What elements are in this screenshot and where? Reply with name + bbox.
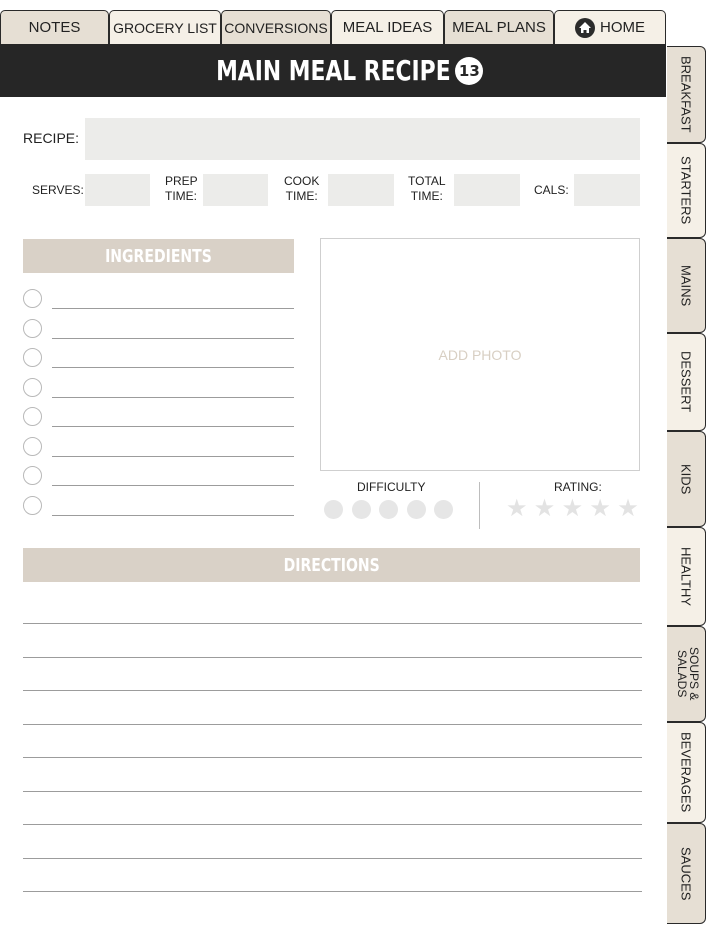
serves-label: SERVES: (32, 183, 84, 197)
sidebar-tab-label: MAINS (678, 264, 694, 307)
add-photo-box[interactable] (320, 238, 640, 471)
difficulty-dot[interactable] (352, 500, 371, 519)
directions-title: DIRECTIONS (283, 554, 380, 576)
direction-line[interactable] (23, 858, 642, 859)
ingredient-checkbox[interactable] (23, 407, 42, 426)
ingredient-checkbox[interactable] (23, 437, 42, 456)
direction-line[interactable] (23, 824, 642, 825)
sidebar-tab-label: STARTERS (678, 156, 694, 225)
cook-time-field[interactable] (328, 174, 394, 206)
sidebar-tab-label: SAUCES (678, 846, 694, 901)
ingredient-checkbox[interactable] (23, 289, 42, 308)
ingredient-line[interactable] (52, 485, 294, 486)
home-icon (575, 18, 595, 38)
tab-home[interactable] (554, 10, 666, 44)
difficulty-dot[interactable] (324, 500, 343, 519)
sidebar-tab-breakfast[interactable] (667, 46, 706, 143)
sidebar-tab-healthy[interactable] (667, 527, 706, 626)
ingredients-header (23, 239, 294, 273)
sidebar-tab-label: BREAKFAST (678, 56, 694, 133)
ingredient-line[interactable] (52, 308, 294, 309)
difficulty-dot[interactable] (434, 500, 453, 519)
rating-label: RATING: (554, 480, 602, 494)
direction-line[interactable] (23, 657, 642, 658)
prep-label-line2: TIME: (165, 189, 197, 203)
prep-time-label (165, 174, 198, 204)
cook-label-line2: TIME: (285, 189, 318, 203)
serves-field[interactable] (85, 174, 150, 206)
sidebar-tab-label: DESSERT (678, 351, 694, 413)
total-time-label (408, 174, 446, 204)
direction-line[interactable] (23, 791, 642, 792)
sidebar-tab-sauces[interactable] (667, 823, 706, 924)
title-bar (0, 44, 666, 97)
ingredient-checkbox[interactable] (23, 319, 42, 338)
cals-field[interactable] (574, 174, 640, 206)
ingredient-checkbox[interactable] (23, 496, 42, 515)
top-tab-bar (0, 0, 666, 44)
ingredient-checkbox[interactable] (23, 378, 42, 397)
prep-label-line1: PREP (165, 174, 198, 188)
sidebar-tab-label: BEVERAGES (678, 732, 694, 813)
sidebar-tab-label: KIDS (678, 463, 694, 495)
cook-time-label (284, 174, 319, 204)
sidebar-tab-dessert[interactable] (667, 333, 706, 431)
ingredient-line[interactable] (52, 426, 294, 427)
tab-meal-plans[interactable] (444, 10, 554, 44)
rating-star-icon[interactable]: ★ (617, 495, 639, 522)
sidebar-tab-kids[interactable] (667, 431, 706, 527)
tab-notes-label: NOTES (28, 19, 81, 36)
ingredients-title: INGREDIENTS (105, 245, 212, 267)
recipe-number-badge: 13 (455, 57, 483, 85)
recipe-name-field[interactable] (85, 118, 640, 160)
ingredient-line[interactable] (52, 367, 294, 368)
difficulty-dot[interactable] (407, 500, 426, 519)
tab-grocery-list-label: GROCERY LIST (113, 19, 217, 36)
rating-star-icon[interactable]: ★ (561, 495, 584, 522)
sidebar-tab-label: SOUPS & SALADS (675, 647, 701, 701)
direction-line[interactable] (23, 623, 642, 624)
ingredient-line[interactable] (52, 515, 294, 516)
sidebar-tab-label: HEALTHY (678, 547, 694, 606)
direction-line[interactable] (23, 757, 642, 758)
direction-line[interactable] (23, 891, 642, 892)
tab-conversions[interactable] (221, 10, 331, 44)
sidebar-tab-mains[interactable] (667, 238, 706, 333)
ingredient-line[interactable] (52, 456, 294, 457)
prep-time-field[interactable] (203, 174, 268, 206)
direction-line[interactable] (23, 690, 642, 691)
divider (479, 482, 480, 529)
ingredient-checkbox[interactable] (23, 466, 42, 485)
direction-line[interactable] (23, 724, 642, 725)
tab-notes[interactable] (0, 10, 109, 44)
tab-meal-plans-label: MEAL PLANS (452, 19, 546, 36)
tab-meal-ideas[interactable] (331, 10, 444, 44)
tab-grocery-list[interactable] (109, 10, 221, 44)
total-time-field[interactable] (454, 174, 520, 206)
sidebar-tab-beverages[interactable] (667, 722, 706, 823)
tab-conversions-label: CONVERSIONS (224, 19, 328, 36)
difficulty-dot[interactable] (379, 500, 398, 519)
recipe-label: RECIPE: (23, 130, 80, 146)
total-label-line1: TOTAL (408, 174, 446, 188)
ingredient-line[interactable] (52, 338, 294, 339)
sidebar-tab-starters[interactable] (667, 143, 706, 238)
rating-star-icon[interactable]: ★ (589, 495, 611, 522)
page-title: MAIN MEAL RECIPE (215, 54, 451, 87)
tab-meal-ideas-label: MEAL IDEAS (342, 19, 433, 36)
difficulty-label: DIFFICULTY (357, 480, 426, 494)
cals-label: CALS: (534, 183, 569, 197)
cook-label-line1: COOK (284, 174, 320, 188)
ingredient-checkbox[interactable] (23, 348, 42, 367)
directions-header (23, 548, 640, 582)
ingredient-line[interactable] (52, 397, 294, 398)
rating-star-icon[interactable]: ★ (506, 495, 528, 522)
rating-star-icon[interactable]: ★ (533, 495, 556, 522)
add-photo-label: ADD PHOTO (438, 346, 522, 363)
tab-home-label: HOME (600, 19, 645, 36)
sidebar-tab-soups-salads[interactable] (667, 626, 706, 722)
total-label-line2: TIME: (410, 189, 443, 203)
